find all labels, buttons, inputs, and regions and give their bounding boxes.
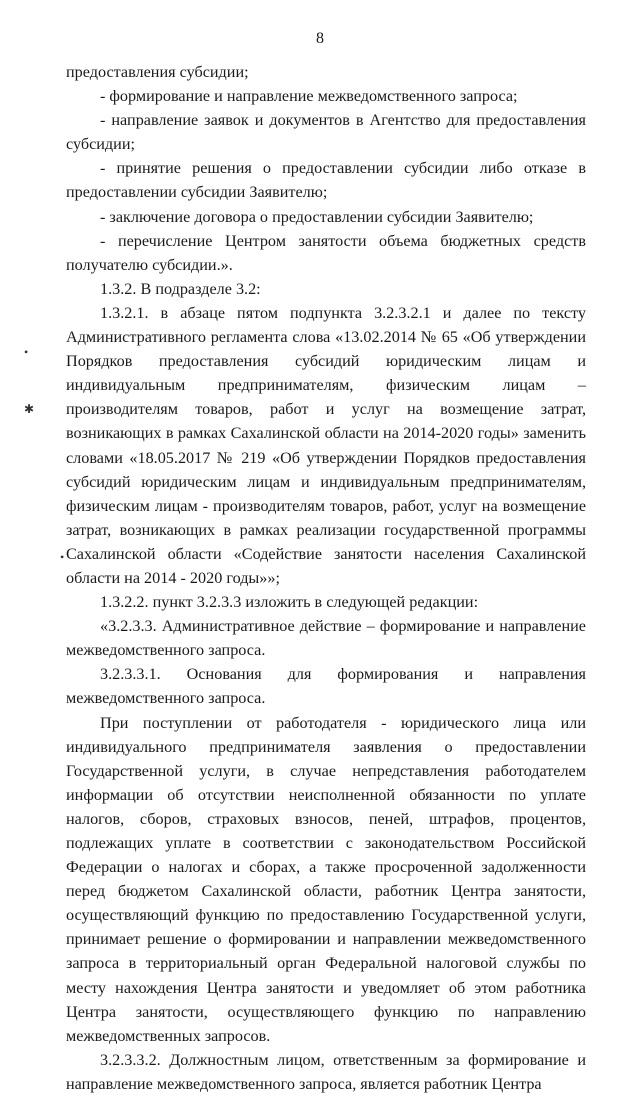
paragraph: 1.3.2. В подразделе 3.2: xyxy=(100,279,261,298)
paragraph: 3.2.3.3.2. Должностным лицом, ответственным за формирование и направление межведомственного запроса, является работник Центра xyxy=(66,1050,586,1093)
page-number: 8 xyxy=(316,30,324,47)
document-body xyxy=(66,60,586,1096)
margin-mark: ✱ xyxy=(24,402,35,416)
paragraph: - перечисление Центром занятости объема бюджетных средств получателю субсидии.». xyxy=(66,231,586,274)
paragraph: «3.2.3.3. Административное действие – формирование и направление межведомственного запроса. xyxy=(66,617,586,660)
paragraph: - принятие решения о предоставлении субсидии либо отказе в предоставлении субсидии Заявителю; xyxy=(66,159,586,202)
margin-mark: • xyxy=(24,345,29,359)
paragraph: - формирование и направление межведомственного запроса; xyxy=(100,87,518,106)
margin-mark: • xyxy=(60,550,65,564)
paragraph: 1.3.2.2. пункт 3.2.3.3 изложить в следующей редакции: xyxy=(100,593,479,612)
paragraph: При поступлении от работодателя - юридического лица или индивидуального предпринимателя заявления о предоставлении Государственной услуги, в случае непредставления работодателем информации об отсутствии неисполненной обязанности по уплате налогов, сборов, страховых взносов, пеней, штрафов, процентов, подлежащих уплате в соответствии с законодательством Российской Федерации о налогах и сборах, а также просроченной задолженности перед бюджетом Сахалинской области, работник Центра занятости, осуществляющий функцию по предоставлению Государственной услуги, принимает решение о формировании и направлении межведомственного запроса в территориальный орган Федеральной налоговой службы по месту нахождения Центра занятости и уведомляет об этом работника Центра занятости, осуществляющего функцию по направлению межведомственных запросов. xyxy=(66,713,586,1045)
paragraph: - направление заявок и документов в Агентство для предоставления субсидии; xyxy=(66,111,586,154)
paragraph: предоставления субсидии; xyxy=(66,63,249,81)
paragraph: 1.3.2.1. в абзаце пятом подпункта 3.2.3.2.1 и далее по тексту Административного регламента слова «13.02.2014 № 65 «Об утверждении Порядков предоставления субсидий юридическим лицам и индивидуальным предпринимателям, физическим лицам – производителям товаров, работ и услуг на возмещение затрат, возникающих в рамках Сахалинской области на 2014-2020 годы» заменить словами «18.05.2017 № 219 «Об утверждении Порядков предоставления субсидий юридическим лицам и индивидуальным предпринимателям, физическим лицам - производителям товаров, работ, услуг на возмещение затрат, возникающих в рамках реализации государственной программы Сахалинской области «Содействие занятости населения Сахалинской области на 2014 - 2020 годы»»; xyxy=(66,303,586,587)
paragraph: - заключение договора о предоставлении субсидии Заявителю; xyxy=(100,207,534,226)
paragraph: 3.2.3.3.1. Основания для формирования и направления межведомственного запроса. xyxy=(66,665,586,708)
